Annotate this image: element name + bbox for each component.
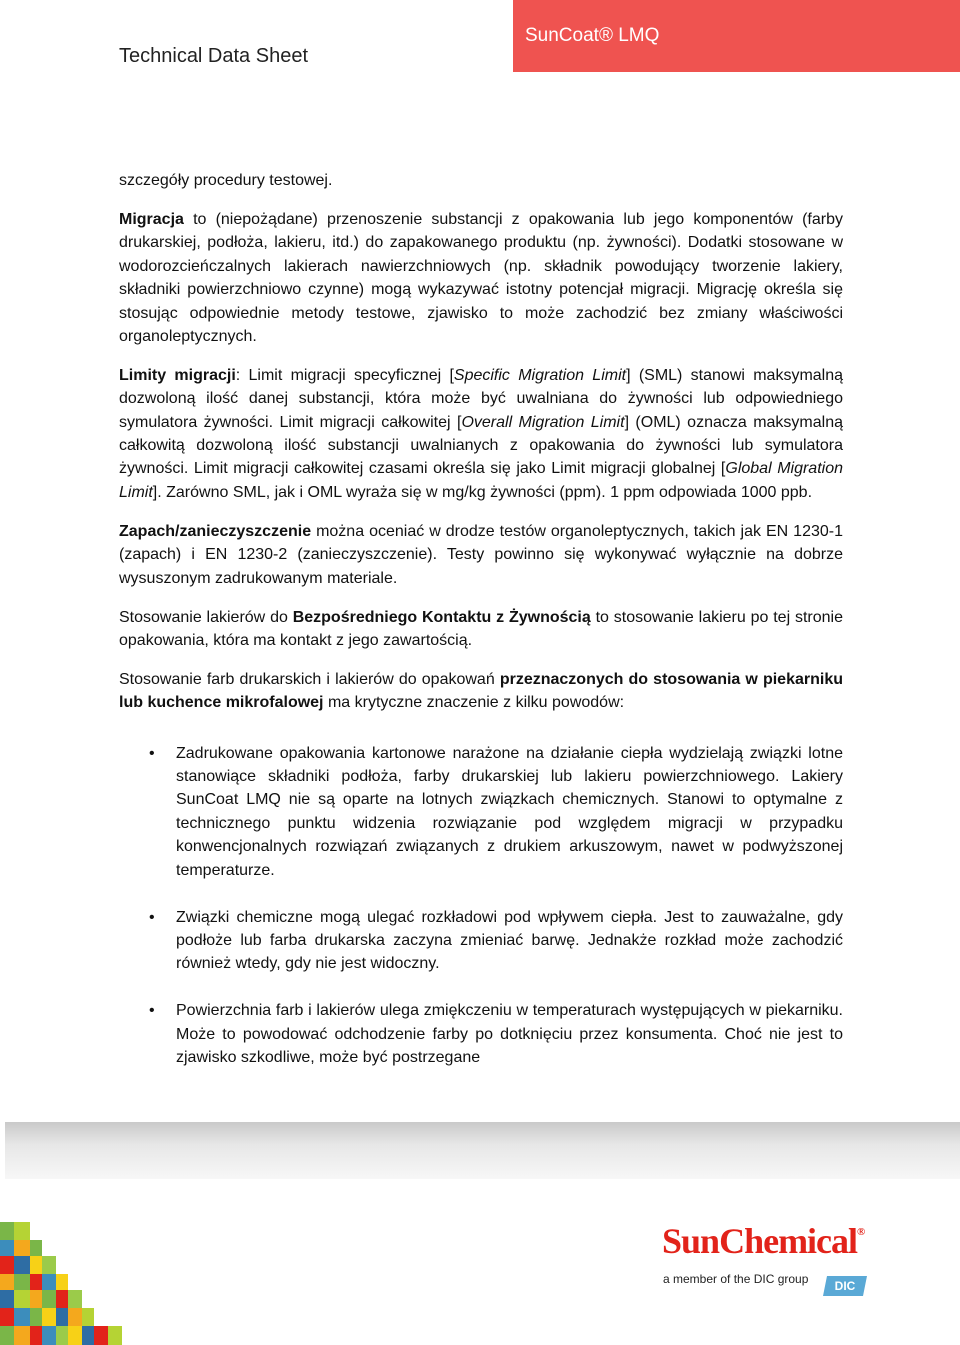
oml-english-term: Overall Migration Limit: [461, 413, 625, 431]
direct-contact-term: Bezpośredniego Kontaktu z Żywnością: [292, 608, 591, 626]
odor-term: Zapach/zanieczyszczenie: [119, 522, 312, 540]
logo-tagline: a member of the DIC group: [663, 1272, 809, 1286]
logo-wordmark: [662, 1220, 864, 1262]
sunchemical-logo: [660, 1220, 910, 1300]
logo-wordmark-text: SunChemical: [662, 1221, 858, 1261]
footer-gradient-band: [5, 1122, 960, 1179]
migration-text: to (niepożądane) przenoszenie substancji z opakowania lub jego komponentów (farby drukarskiej, podłoża, lakieru, itd.) do zapakowanego produktu (np. żywności). Dodatki stosowane w wodorozcieńczalnych lakierach nawierzchniowych (np. składnik powodujący tworzenie lakiery, składniki powierzchniowo czynne) mogą wykazywać istotny potencjał migracji. Migrację określa się stosując odpowiednie metody testowe, zjawisko to może zachodzić bez zmiany właściwości organoleptycznych.: [119, 210, 843, 345]
list-item: [119, 742, 843, 882]
color-mosaic-icon: [0, 1222, 140, 1345]
oven-post: ma krytyczne znaczenie z kilku powodów:: [323, 694, 625, 712]
bullet-icon: •: [149, 1002, 155, 1020]
dic-logo-icon: [823, 1274, 867, 1296]
registered-mark: ®: [857, 1226, 865, 1238]
direct-contact-post: to stosowanie lakieru po tej stronie opakowania, która ma kontakt z jego zawartością.: [119, 608, 843, 649]
dic-logo-text: DIC: [834, 1279, 856, 1293]
direct-contact-pre: Stosowanie lakierów do: [119, 608, 293, 626]
list-item-text: Związki chemiczne mogą ulegać rozkładowi pod wpływem ciepła. Jest to zauważalne, gdy podłoże lub farba drukarska zaczyna zmieniać barwę. Jednakże rozkład może zachodzić również wtedy, gdy nie jest widoczny.: [176, 908, 843, 973]
list-item-text: Zadrukowane opakowania kartonowe narażone na działanie ciepła wydzielają związki lotne stanowiące składniki podłoża, farby drukarskiej lub lakieru powierzchniowego. Lakiery SunCoat LMQ nie są oparte na lotnych związkach chemicznych. Stanowi to optymalne z technicznego punktu widzenia rozwiązanie pod względem migracji w przypadku konwencjonalnych rozwiązań związanych z drukiem arkuszowym, nawet w podwyższonej temperaturze.: [176, 744, 843, 879]
intro-paragraph: szczegóły procedury testowej.: [119, 172, 333, 189]
page-header-title: Technical Data Sheet: [119, 45, 309, 67]
limits-text-1: : Limit migracji specyficznej [: [235, 366, 454, 384]
list-item: [119, 999, 843, 1069]
gml-english-term: Global Migration Limit: [119, 460, 844, 501]
oven-term: przeznaczonych do stosowania w piekarniku lub kuchence mikrofalowej: [119, 670, 843, 712]
migration-paragraph: [119, 208, 843, 348]
document-body: [119, 169, 843, 1093]
list-item-text: Powierzchnia farb i lakierów ulega zmiękczeniu w temperaturach występujących w piekarniku. Może to powodować odchodzenie farby po dotknięciu przez konsumenta. Choć nie jest to zjawisko szkodliwe, może być postrzegane: [176, 1002, 843, 1067]
product-badge: SunCoat® LMQ: [513, 0, 960, 72]
list-item: [119, 906, 843, 976]
limits-text-4: ]. Zarówno SML, jak i OML wyraża się w mg/kg żywności (ppm). 1 ppm odpowiada 1000 ppb.: [152, 483, 813, 501]
bullet-icon: •: [149, 908, 155, 926]
limits-paragraph: [119, 364, 843, 504]
oven-paragraph: [119, 668, 843, 715]
odor-text: można oceniać w drodze testów organoleptycznych, takich jak EN 1230-1 (zapach) i EN 1230-2 (zanieczyszczenie). Testy powinno się wykonywać wyłącznie na dobrze wysuszonym zadrukowanym materiale.: [119, 522, 843, 587]
oven-pre: Stosowanie farb drukarskich i lakierów do opakowań: [119, 670, 500, 688]
migration-term: Migracja: [119, 210, 184, 228]
bullet-icon: •: [149, 744, 155, 762]
direct-contact-paragraph: [119, 606, 843, 653]
odor-paragraph: [119, 520, 843, 590]
sml-english-term: Specific Migration Limit: [453, 366, 627, 384]
reasons-list: [119, 742, 843, 1070]
limits-text-3: ] (OML) oznacza maksymalną całkowitą dozwoloną ilość substancji uwalnianych z opakowania do żywności lub symulatora żywności. Limit migracji całkowitej czasami określa się jako Limit migracji globalnej [: [119, 413, 844, 478]
limits-term: Limity migracji: [119, 366, 236, 384]
limits-text-2: ] (SML) stanowi maksymalną dozwoloną ilość danej substancji, która może być uwalniana do żywności lub odpowiedniego symulatora żywności. Limit migracji całkowitej [: [119, 366, 844, 431]
